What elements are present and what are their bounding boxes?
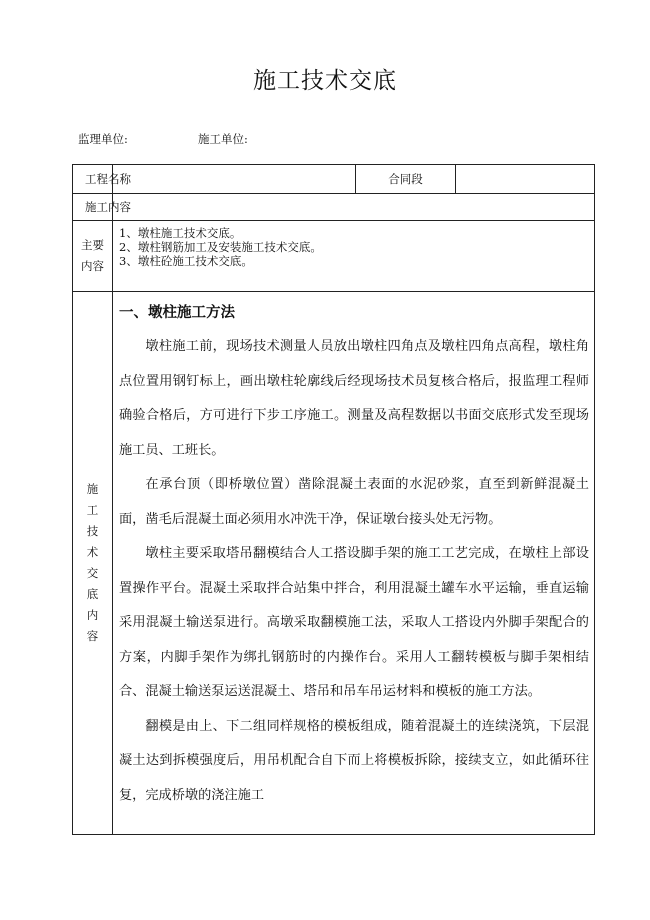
section-heading: 一、墩柱施工方法 — [119, 304, 235, 321]
tech-label-char: 内 — [86, 608, 99, 622]
supervisor-unit-label: 监理单位: — [78, 132, 128, 146]
main-content-list — [113, 221, 595, 292]
page-title: 施工技术交底 — [253, 68, 397, 94]
row-project-name — [73, 165, 595, 194]
body-paragraph: 翻模是由上、下二组同样规格的模板组成，随着混凝土的连续浇筑，下层混凝土达到拆模强度后，用吊机配合自下而上将模板拆除，接续支立，如此循环往复，完成桥墩的浇注施工 — [119, 718, 589, 803]
tech-label-char: 容 — [86, 629, 99, 643]
main-content-label-cell — [73, 221, 113, 292]
project-name-label-cell — [73, 165, 131, 194]
tech-label-char: 术 — [86, 545, 99, 559]
row-main-content — [73, 221, 595, 292]
tech-disclosure-label-cell — [73, 292, 113, 835]
contract-section-label: 合同段 — [388, 172, 423, 186]
project-name-value-cell[interactable] — [113, 165, 356, 194]
tech-disclosure-body — [113, 292, 595, 835]
construction-content-value-cell[interactable] — [113, 194, 595, 221]
tech-label-char: 施 — [86, 482, 99, 496]
tech-label-char: 底 — [86, 587, 99, 601]
row-tech-disclosure-body — [73, 292, 595, 835]
main-point-item: 3、墩柱砼施工技术交底。 — [119, 254, 253, 268]
construction-content-label-cell — [73, 194, 131, 221]
body-paragraph: 墩柱施工前，现场技术测量人员放出墩柱四角点及墩柱四角点高程，墩柱角点位置用钢钉标上，画出墩柱轮廓线后经现场技术员复核合格后，报监理工程师确验合格后，方可进行下步工序施工。测量及高程数据以书面交底形式发至现场施工员、工班长。 — [119, 339, 589, 458]
main-point-item: 1、墩柱施工技术交底。 — [119, 226, 242, 240]
body-paragraph: 在承台顶（即桥墩位置）凿除混凝土表面的水泥砂浆，直至到新鲜混凝土面，凿毛后混凝土面必须用水冲洗干净，保证墩台接头处无污物。 — [119, 477, 589, 527]
contractor-unit-label: 施工单位: — [198, 132, 248, 146]
row-construction-content — [73, 194, 595, 221]
tech-label-char: 技 — [86, 524, 99, 538]
main-content-label-line2: 内容 — [81, 259, 104, 273]
disclosure-form-table — [72, 164, 595, 835]
construction-content-label: 施工内容 — [85, 200, 131, 214]
tech-label-char: 工 — [86, 503, 99, 517]
contract-section-value-cell[interactable] — [456, 165, 595, 194]
project-name-label: 工程名称 — [85, 172, 131, 186]
tech-label-char: 交 — [86, 566, 99, 580]
main-point-item: 2、墩柱钢筋加工及安装施工技术交底。 — [119, 240, 322, 254]
body-paragraph: 墩柱主要采取塔吊翻模结合人工搭设脚手架的施工工艺完成，在墩柱上部设置操作平台。混凝土采取拌合站集中拌合，利用混凝土罐车水平运输，垂直运输采用混凝土输送泵进行。高墩采取翻模施工法，采取人工搭设内外脚手架配合的方案，内脚手架作为绑扎钢筋时的内操作台。采用人工翻转模板与脚手架相结合、混凝土输送泵运送混凝土、塔吊和吊车吊运材料和模板的施工方法。 — [119, 546, 589, 699]
contract-section-label-cell — [356, 165, 456, 194]
main-content-label-line1: 主要 — [81, 238, 104, 252]
